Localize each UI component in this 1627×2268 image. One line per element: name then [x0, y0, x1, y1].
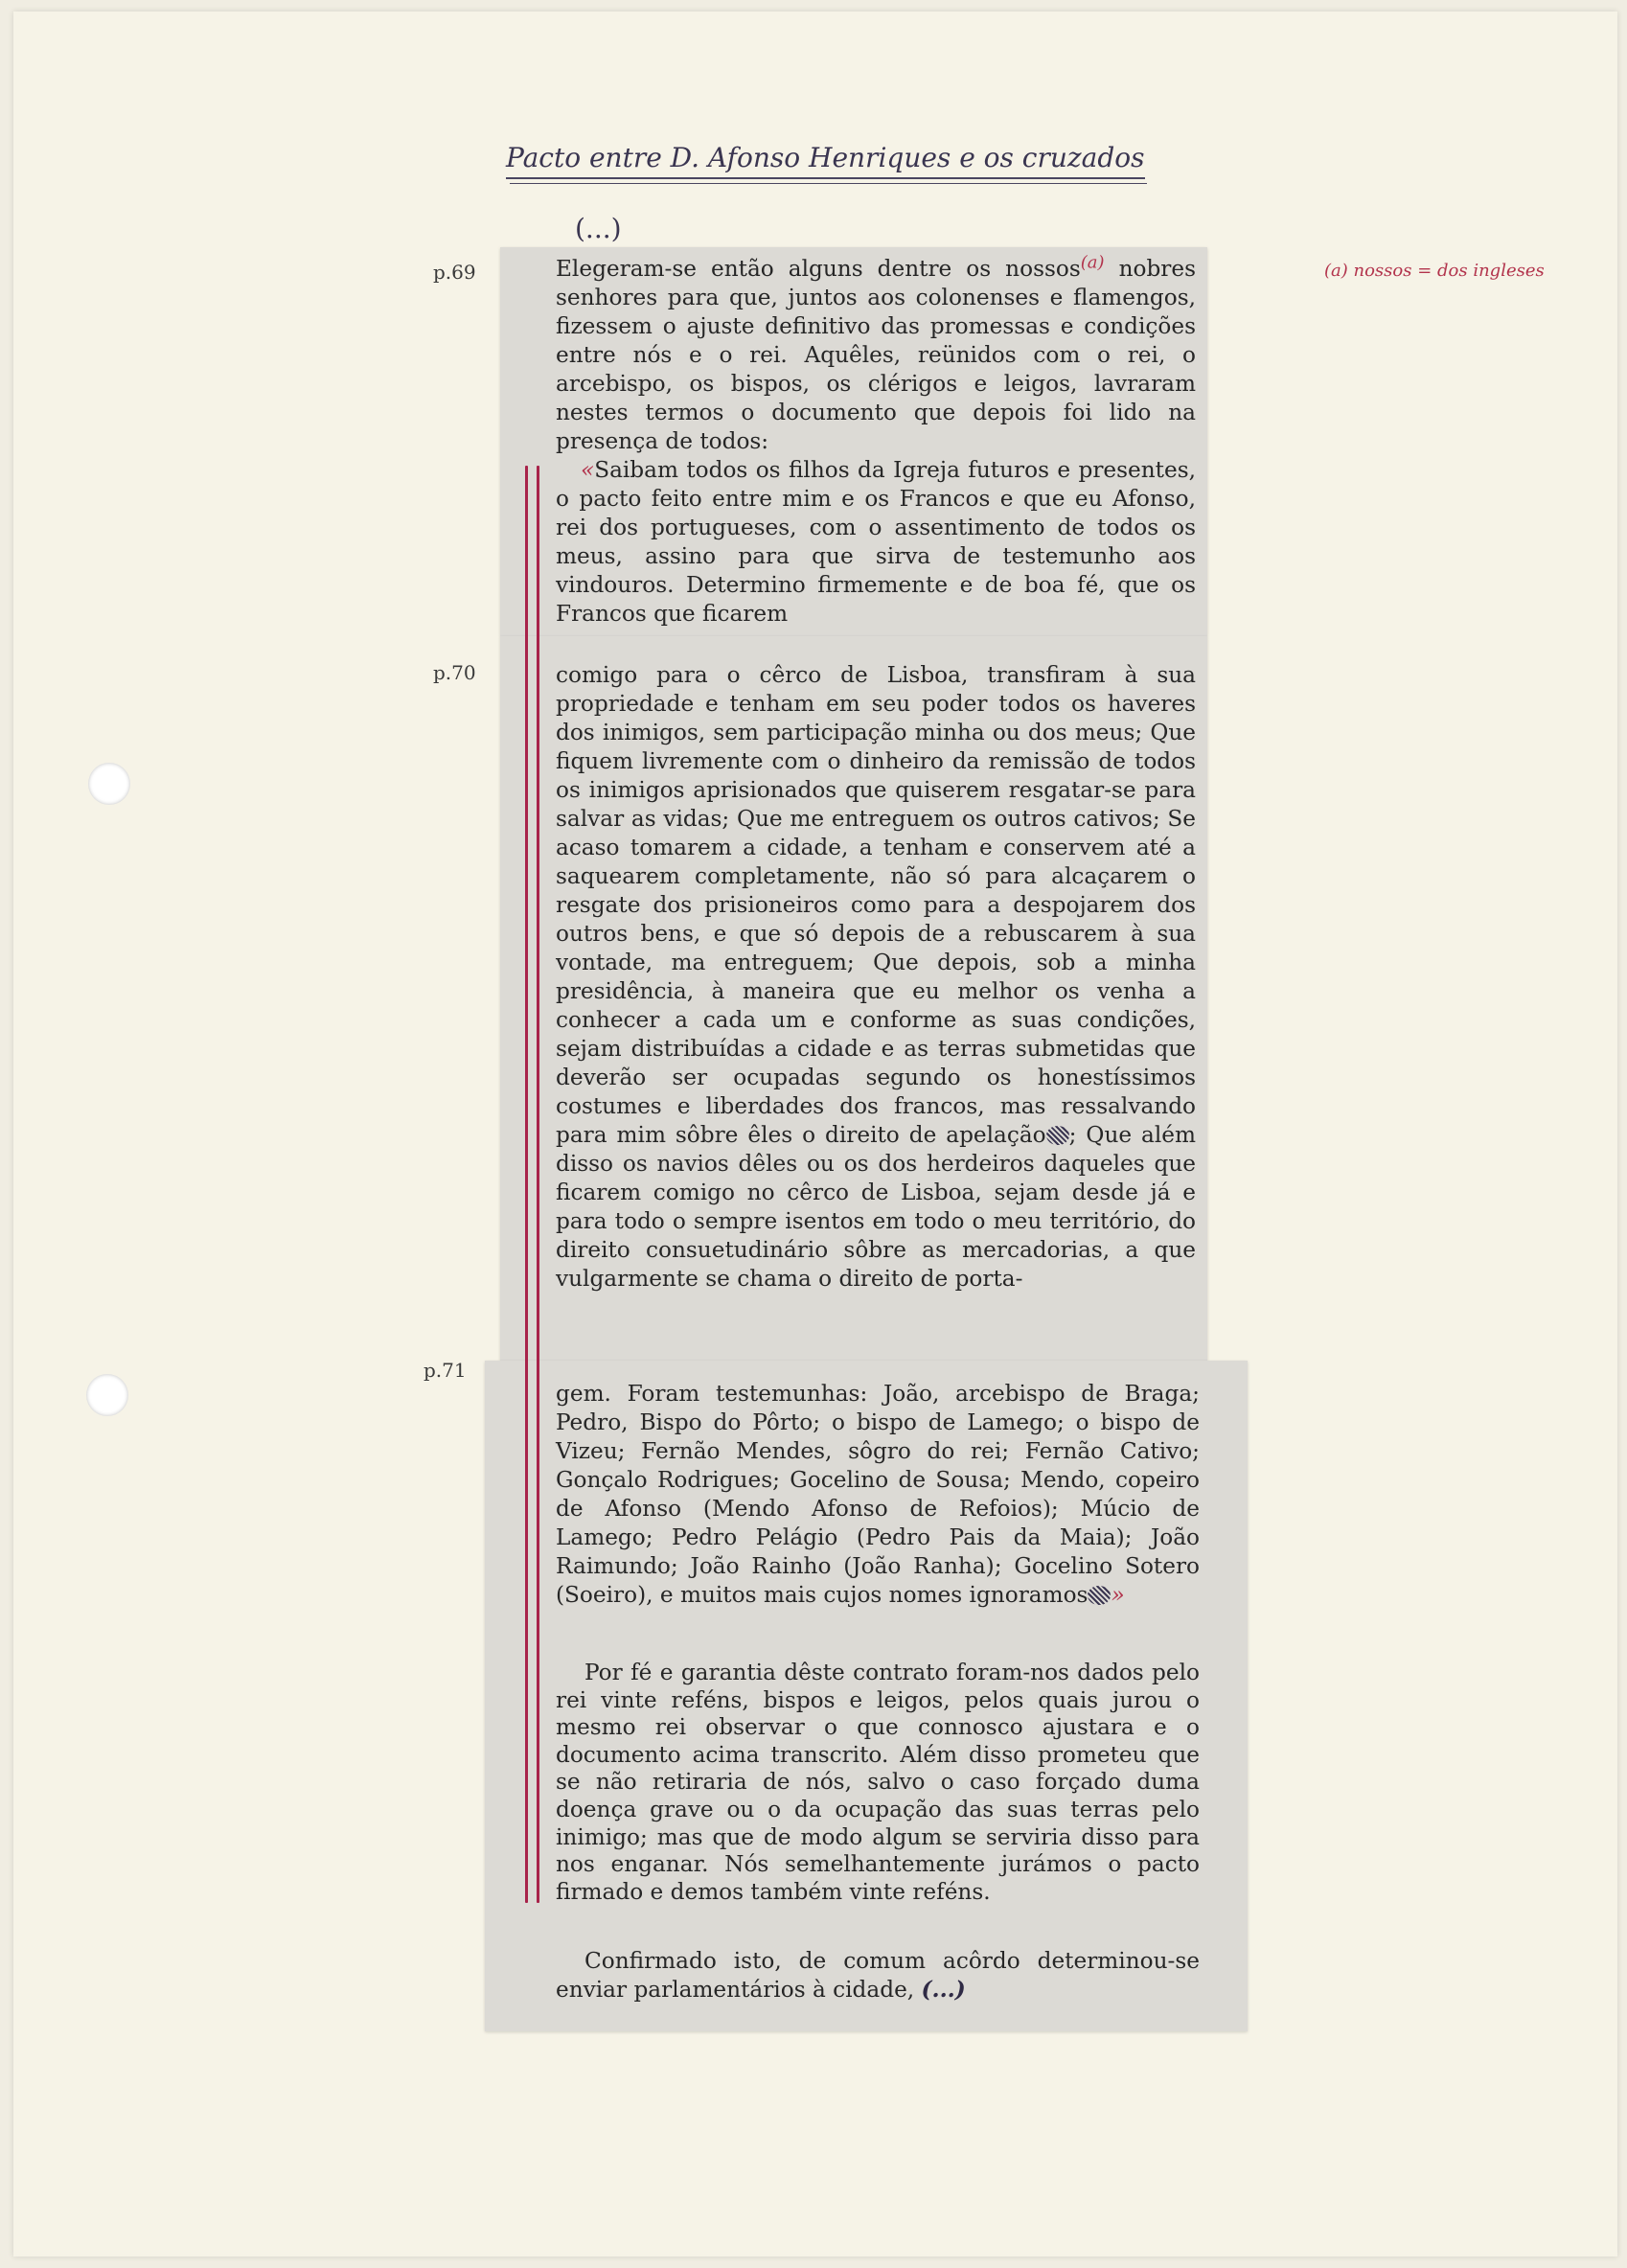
- paragraph-election: [556, 252, 1197, 456]
- margin-bar-right: [537, 466, 539, 1903]
- handwritten-ellipsis: (...): [575, 213, 622, 244]
- pact-opening-text: Saibam todos os filhos da Igreja futuros e presentes, o pacto feito entre mim e os Francos e que eu Afonso, rei dos portugueses, com o assentimento de todos os meus, assino para que sirva de testemunho aos vindouros. Determino firmemente e de boa fé, que os Francos que ficarem: [556, 457, 1196, 627]
- punch-hole: [86, 1374, 128, 1416]
- paragraph-election-rest: nobres senhores para que, juntos aos colonenses e flamengos, fizessem o ajuste definitivo das promessas e condições entre nós e o rei. Aquêles, reünidos com o rei, o arcebispo, os bispos, os clérigos e leigos, lavraram nestes termos o documento que depois foi lido na presença de todos:: [556, 256, 1197, 454]
- handwritten-title: Pacto entre D. Afonso Henriques e os cruzados: [506, 142, 1145, 179]
- footnote-ref: (a): [1080, 252, 1105, 273]
- close-quote-mark: »: [1111, 1582, 1125, 1608]
- paragraph-pact-opening: [556, 456, 1196, 629]
- open-quote-mark: «: [581, 457, 595, 483]
- punch-hole: [88, 763, 130, 805]
- paragraph-election-start: Elegeram-se então alguns dentre os nossos: [556, 256, 1081, 282]
- envoys-text: Confirmado isto, de comum acôrdo determinou-se enviar parlamentários à cidade,: [556, 1948, 1200, 2003]
- margin-bar-left: [525, 466, 528, 1903]
- paragraph-hostages: Por fé e garantia dêste contrato foram-nos dados pelo rei vinte reféns, bispos e leigos, pelos quais jurou o mesmo rei observar o que connosco ajustara e o documento acima transcrito. Além disso prometeu que se não retiraria de nós, salvo o caso forçado duma doença grave ou o da ocupação das suas terras pelo inimigo; mas que de modo algum se serviria disso para nos enganar. Nós semelhantemente jurámos o pacto firmado e demos também vinte reféns.: [556, 1660, 1200, 1905]
- pact-terms-text-a: comigo para o cêrco de Lisboa, transfiram à sua propriedade e tenham em seu poder todos os haveres dos inimigos, sem participação minha ou dos meus; Que fiquem livremente com o dinheiro da remissão de todos os inimigos aprisionados que quiserem resgatar-se para salvar as vidas; Que me entreguem os outros cativos; Se acaso tomarem a cidade, a tenham e conservem até a saquearem completamente, não só para alcaçarem o resgate dos prisioneiros como para a despojarem dos outros bens, e que só depois de a rebuscarem à sua vontade, ma entreguem; Que depois, sob a minha presidência, à maneira que eu melhor os venha a conhecer a cada um e conforme as suas condições, sejam distribuídas a cidade e as terras submetidas que deverão ser ocupadas segundo os honestíssimos costumes e liberdades dos francos, mas ressalvando para mim sôbre êles o direito de apelação: [556, 662, 1196, 1148]
- handwritten-ellipsis-end: (...): [921, 1977, 966, 2003]
- ink-scribble: [1088, 1586, 1111, 1605]
- margin-note: (a) nossos = dos ingleses: [1324, 261, 1545, 281]
- page-marker-71: p.71: [424, 1359, 467, 1382]
- paragraph-envoys: [556, 1947, 1200, 2005]
- paragraph-pact-terms: [556, 661, 1196, 1294]
- paragraph-witnesses: [556, 1380, 1200, 1610]
- pact-terms-text-b: ; Que além disso os navios dêles ou os dos herdeiros daqueles que ficarem comigo no cêrco de Lisboa, sejam desde já e para todo o sempre isentos em todo o meu território, do direito consuetudinário sôbre as mercadorias, a que vulgarmente se chama o direito de porta-: [556, 1122, 1197, 1292]
- page-marker-69: p.69: [433, 261, 476, 284]
- witnesses-text: gem. Foram testemunhas: João, arcebispo de Braga; Pedro, Bispo do Pôrto; o bispo de Lamego; o bispo de Vizeu; Fernão Mendes, sôgro do rei; Fernão Cativo; Gonçalo Rodrigues; Gocelino de Sousa; Mendo, copeiro de Afonso (Mendo Afonso de Refoios); Múcio de Lamego; Pedro Pelágio (Pedro Pais da Maia); João Raimundo; João Rainho (João Ranha); Gocelino Sotero (Soeiro), e muitos mais cujos nomes ignoramos: [556, 1381, 1200, 1608]
- ink-scribble: [1046, 1126, 1069, 1145]
- page-marker-70: p.70: [433, 661, 476, 684]
